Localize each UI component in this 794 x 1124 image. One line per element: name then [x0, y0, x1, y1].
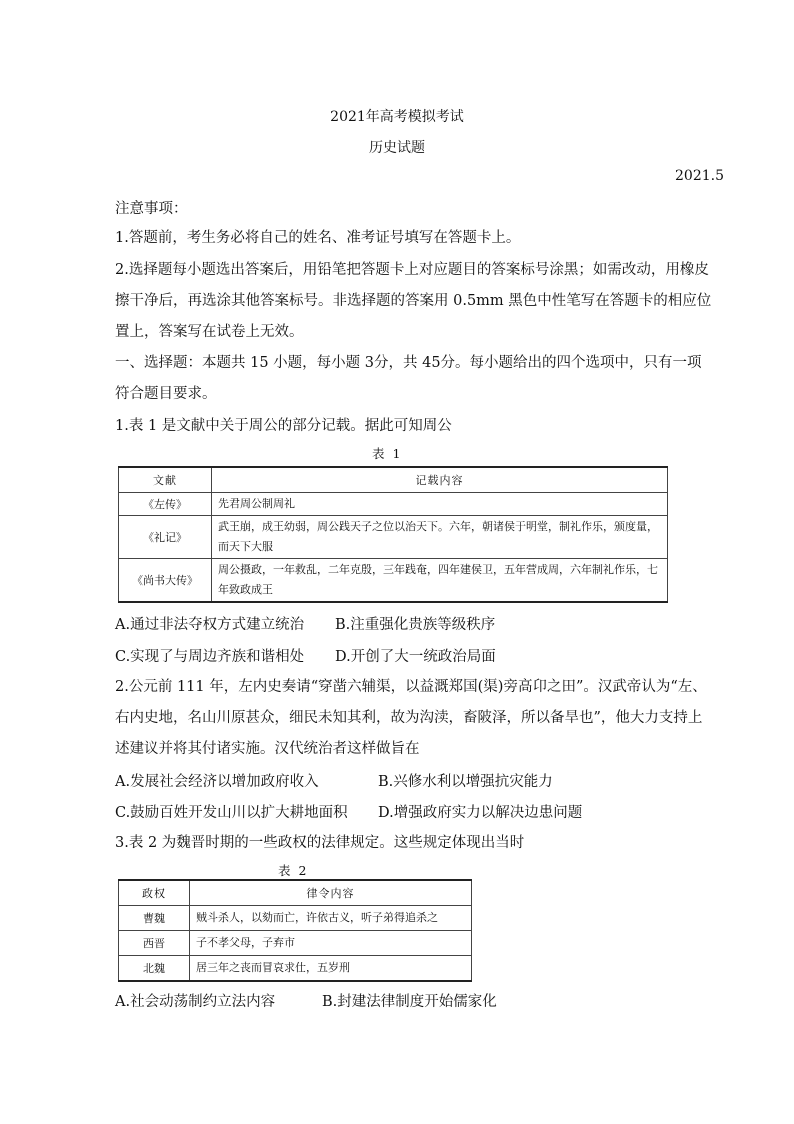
option-a: A.通过非法夺权方式建立统治 — [115, 617, 305, 633]
table-row — [119, 931, 472, 956]
notice-heading: 注意事项： — [115, 201, 188, 217]
table-1 — [118, 466, 668, 603]
table-cell: 居三年之丧而冒哀求仕，五岁刑 — [190, 956, 472, 982]
table-cell: 西晋 — [119, 931, 190, 956]
table-2-caption: 表 2 — [278, 863, 309, 878]
table-header-cell: 政权 — [119, 880, 190, 906]
table-header-row — [119, 880, 472, 906]
exam-title: 2021年高考模拟考试 — [330, 109, 464, 125]
table-cell: 武王崩，成王幼弱，周公践天子之位以治天下。六年，朝诸侯于明堂，制礼作乐，颁度量，而天下大服 — [212, 516, 668, 559]
section-heading: 一、选择题：本题共 15 小题，每小题 3分，共 45分。每小题给出的四个选项中，只有一项 — [115, 355, 702, 371]
table-1-caption: 表 1 — [372, 446, 403, 461]
option-b: B.封建法律制度开始儒家化 — [322, 994, 497, 1010]
table-cell: 《左传》 — [119, 493, 212, 516]
table-row — [119, 906, 472, 931]
table-cell: 《礼记》 — [119, 516, 212, 559]
table-row — [119, 956, 472, 982]
option-b: B.注重强化贵族等级秩序 — [335, 617, 496, 633]
question-3-stem: 3.表 2 为魏晋时期的一些政权的法律规定。这些规定体现出当时 — [115, 835, 525, 851]
section-heading: 符合题目要求。 — [115, 386, 217, 402]
question-2-line: 2.公元前 111 年，左内史奏请“穿凿六辅渠，以益溉郑国(渠)旁高卬之田”。汉武帝认为“左、 — [115, 679, 707, 695]
option-a: A.发展社会经济以增加政府收入 — [115, 774, 319, 790]
notice-line: 2.选择题每小题选出答案后，用铅笔把答题卡上对应题目的答案标号涂黑；如需改动，用橡皮 — [115, 262, 709, 278]
table-header-cell: 律令内容 — [190, 880, 472, 906]
table-cell: 先君周公制周礼 — [212, 493, 668, 516]
question-1-stem: 1.表 1 是文献中关于周公的部分记载。据此可知周公 — [115, 418, 452, 434]
table-header-row — [119, 467, 668, 493]
table-header-cell: 记载内容 — [212, 467, 668, 493]
table-cell: 《尚书大传》 — [119, 559, 212, 603]
notice-line: 置上，答案写在试卷上无效。 — [115, 324, 304, 340]
notice-line: 1.答题前，考生务必将自己的姓名、准考证号填写在答题卡上。 — [115, 230, 521, 246]
table-cell: 周公摄政，一年救乱，二年克殷，三年践奄，四年建侯卫，五年营成周，六年制礼作乐，七年致政成王 — [212, 559, 668, 603]
option-c: C.鼓励百姓开发山川以扩大耕地面积 — [115, 805, 348, 821]
table-row — [119, 493, 668, 516]
notice-line: 擦干净后，再选涂其他答案标号。非选择题的答案用 0.5mm 黑色中性笔写在答题卡的相应位 — [115, 293, 712, 309]
table-cell: 曹魏 — [119, 906, 190, 931]
option-b: B.兴修水利以增强抗灾能力 — [378, 774, 553, 790]
option-a: A.社会动荡制约立法内容 — [115, 994, 276, 1010]
table-row — [119, 516, 668, 559]
option-c: C.实现了与周边齐族和谐相处 — [115, 649, 305, 665]
table-cell: 北魏 — [119, 956, 190, 982]
exam-subject: 历史试题 — [369, 140, 425, 156]
question-2-line: 右内史地，名山川原甚众，细民未知其利，故为沟渎，畜陂泽，所以备旱也”，他大力支持上 — [115, 710, 703, 726]
option-d: D.开创了大一统政治局面 — [335, 649, 496, 665]
table-cell: 贼斗杀人，以劾而亡，许依古义，听子弟得追杀之 — [190, 906, 472, 931]
table-cell: 子不孝父母，子弃市 — [190, 931, 472, 956]
table-row — [119, 559, 668, 603]
table-header-cell: 文献 — [119, 467, 212, 493]
table-2 — [118, 879, 472, 982]
option-d: D.增强政府实力以解决边患问题 — [378, 805, 583, 821]
exam-date: 2021.5 — [675, 168, 724, 184]
question-2-line: 述建议并将其付诸实施。汉代统治者这样做旨在 — [115, 741, 420, 757]
